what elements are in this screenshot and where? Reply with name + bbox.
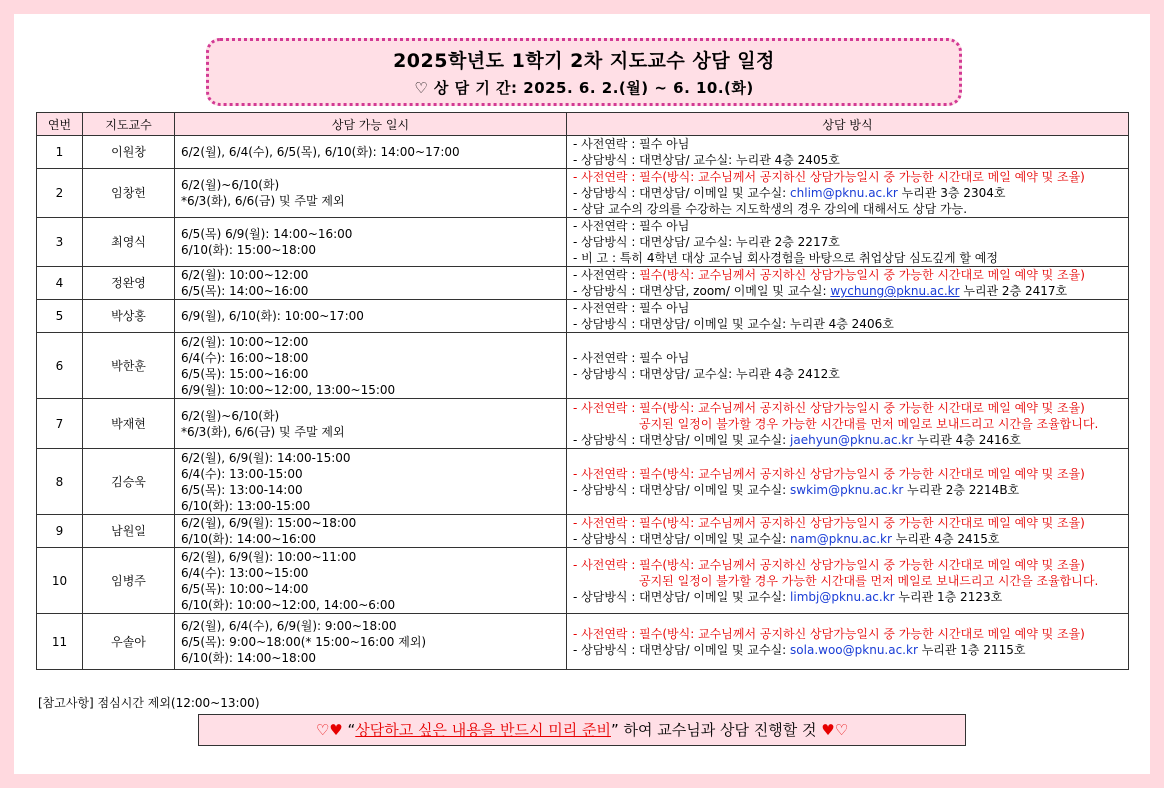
available-times [175,300,567,333]
professor-name: 우솔아 [83,614,175,670]
method-line [573,515,1122,531]
time-line: 6/2(월), 6/9(월): 14:00-15:00 [181,450,351,465]
professor-name: 임병주 [83,548,175,614]
consultation-method [567,333,1129,399]
available-times [175,548,567,614]
method-line [573,201,1122,217]
method-text: - 사전연락 : 필수 아님 [573,301,690,315]
time-line: 6/5(목): 9:00~18:00(* 15:00~16:00 제외) [181,634,427,649]
method-text: - 상담방식 : 대면상담/ 이메일 및 교수실: [573,186,791,200]
professor-name: 임창헌 [83,169,175,218]
consultation-method [567,218,1129,267]
method-line [573,366,1122,382]
method-line [573,136,1122,152]
office-location: 누리관 2층 2417호 [959,284,1068,298]
method-line [573,626,1122,642]
method-text: - 상담방식 : 대면상담/ 이메일 및 교수실: [573,482,791,497]
time-line: 6/4(수): 13:00-15:00 [181,466,303,481]
consultation-method [567,267,1129,300]
professor-name: 김승욱 [83,449,175,515]
time-line: 6/5(목): 14:00~16:00 [181,284,309,298]
time-line: 6/9(월): 10:00~12:00, 13:00~15:00 [181,382,396,397]
consultation-method [567,515,1129,548]
header-professor: 지도교수 [83,113,175,136]
row-number: 3 [37,218,83,267]
heart-icon-left: ♡♥ [315,721,343,739]
heart-icon-right: ♥♡ [821,721,849,739]
available-times [175,399,567,449]
method-text: - 사전연락 : 필수(방식: 교수님께서 공지하신 상담가능일시 중 가능한 시간대로 메일 예약 및 조율) [573,557,1085,572]
method-text: - 사전연락 : 필수(방식: 교수님께서 공지하신 상담가능일시 중 가능한 시간대로 메일 예약 및 조율) [573,466,1085,481]
table-row [37,300,1129,333]
page-title: 2025학년도 1학기 2차 지도교수 상담 일정 [393,50,775,72]
method-line [573,218,1122,234]
method-text: - 상담방식 : 대면상담/ 교수실: 누리관 4층 2405호 [573,153,840,167]
method-line [573,169,1122,185]
time-line: *6/3(화), 6/6(금) 및 주말 제외 [181,194,345,208]
office-location: 누리관 4층 2415호 [891,532,1000,546]
time-line: 6/9(월), 6/10(화): 10:00~17:00 [181,309,364,323]
time-line: 6/10(화): 14:00~18:00 [181,650,316,665]
time-line: 6/10(화): 10:00~12:00, 14:00~6:00 [181,597,396,612]
method-text: - 사전연락 : [573,268,640,282]
footer-close-quote: ” [610,721,619,739]
method-text: - 상담 교수의 강의를 수강하는 지도학생의 경우 강의에 대해서도 상담 가능. [573,202,968,216]
method-line [573,316,1122,332]
header-available-times: 상담 가능 일시 [175,113,567,136]
time-line: 6/2(월): 10:00~12:00 [181,334,309,349]
method-line [573,573,1122,589]
method-line [573,185,1122,201]
method-text: - 사전연락 : 필수 아님 [573,137,690,151]
available-times [175,449,567,515]
office-location: 누리관 1층 2123호 [894,589,1003,604]
professor-name: 최영식 [83,218,175,267]
method-line [573,350,1122,366]
time-line: 6/5(목): 15:00~16:00 [181,366,309,381]
method-text: - 사전연락 : 필수(방식: 교수님께서 공지하신 상담가능일시 중 가능한 시간대로 메일 예약 및 조율) [573,400,1085,415]
method-text: 공지된 일정이 불가할 경우 가능한 시간대를 먼저 메일로 보내드리고 시간을 조율합니다. [639,416,1099,431]
method-text: - 사전연락 : 필수 아님 [573,350,690,365]
professor-name: 남원일 [83,515,175,548]
method-text: - 상담방식 : 대면상담/ 이메일 및 교수실: [573,432,791,447]
time-line: 6/5(목): 10:00~14:00 [181,581,309,596]
method-text: - 상담방식 : 대면상담/ 이메일 및 교수실: [573,532,791,546]
professor-name: 정완영 [83,267,175,300]
table-row [37,515,1129,548]
time-line: 6/2(월), 6/9(월): 10:00~11:00 [181,549,357,564]
time-line: 6/5(목) 6/9(월): 14:00~16:00 [181,227,353,241]
method-text: - 상담방식 : 대면상담, zoom/ 이메일 및 교수실: [573,284,831,298]
consultation-method [567,300,1129,333]
method-line [573,432,1122,448]
table-row [37,218,1129,267]
footer-banner [198,714,966,746]
professor-name: 박상홍 [83,300,175,333]
footer-open-quote: “ [342,721,356,739]
method-text: - 상담방식 : 대면상담/ 교수실: 누리관 2층 2217호 [573,235,840,249]
email-link[interactable]: limbj@pknu.ac.kr [790,589,895,604]
method-text: - 사전연락 : 필수(방식: 교수님께서 공지하신 상담가능일시 중 가능한 시간대로 메일 예약 및 조율) [573,170,1085,184]
method-line [573,250,1122,266]
consultation-method [567,614,1129,670]
email-link[interactable]: sola.woo@pknu.ac.kr [790,642,918,657]
method-text: - 사전연락 : 필수 아님 [573,219,690,233]
time-line: *6/3(화), 6/6(금) 및 주말 제외 [181,424,345,439]
method-text: - 상담방식 : 대면상담/ 이메일 및 교수실: 누리관 4층 2406호 [573,317,894,331]
row-number: 7 [37,399,83,449]
method-line [573,234,1122,250]
method-text: - 상담방식 : 대면상담/ 교수실: 누리관 4층 2412호 [573,366,840,381]
document-page [14,14,1150,774]
time-line: 6/10(화): 13:00-15:00 [181,498,311,513]
header-method: 상담 방식 [567,113,1129,136]
table-row [37,449,1129,515]
office-location: 누리관 2층 2214B호 [903,482,1020,497]
email-link[interactable]: chlim@pknu.ac.kr [790,186,898,200]
time-line: 6/2(월)~6/10(화) [181,178,280,192]
method-line [573,300,1122,316]
row-number: 1 [37,136,83,169]
method-line [573,416,1122,432]
time-line: 6/4(수): 16:00~18:00 [181,350,309,365]
time-line: 6/4(수): 13:00~15:00 [181,565,309,580]
method-line [573,400,1122,416]
footer-emphasis: 상담하고 싶은 내용을 반드시 미리 준비 [355,721,611,739]
method-line [573,482,1122,498]
time-line: 6/2(월), 6/4(수), 6/5(목), 6/10(화): 14:00~17:00 [181,145,460,159]
time-line: 6/2(월)~6/10(화) [181,408,280,423]
method-line [573,267,1122,283]
table-row [37,548,1129,614]
row-number: 6 [37,333,83,399]
consultation-method [567,548,1129,614]
table-row [37,136,1129,169]
time-line: 6/2(월), 6/4(수), 6/9(월): 9:00~18:00 [181,618,397,633]
consultation-method [567,399,1129,449]
consultation-period: ♡ 상 담 기 간: 2025. 6. 2.(월) ~ 6. 10.(화) [414,79,754,97]
time-line: 6/10(화): 14:00~16:00 [181,532,316,546]
row-number: 10 [37,548,83,614]
schedule-table [36,112,1129,670]
table-row [37,333,1129,399]
footer-text: 하여 교수님과 상담 진행할 것 [618,721,822,739]
table-row [37,614,1129,670]
row-number: 5 [37,300,83,333]
available-times [175,169,567,218]
table-row [37,399,1129,449]
email-link[interactable]: swkim@pknu.ac.kr [790,482,904,497]
method-line [573,152,1122,168]
consultation-method [567,136,1129,169]
method-text: - 상담방식 : 대면상담/ 이메일 및 교수실: [573,642,791,657]
method-line [573,589,1122,605]
table-row [37,267,1129,300]
email-link[interactable]: wychung@pknu.ac.kr [830,284,960,298]
available-times [175,614,567,670]
time-line: 6/2(월), 6/9(월): 15:00~18:00 [181,516,357,530]
method-line [573,557,1122,573]
email-link[interactable]: jaehyun@pknu.ac.kr [790,432,914,447]
available-times [175,218,567,267]
table-header-row [37,113,1129,136]
time-line: 6/2(월): 10:00~12:00 [181,268,309,282]
title-banner [206,38,962,106]
row-number: 9 [37,515,83,548]
method-text: - 사전연락 : 필수(방식: 교수님께서 공지하신 상담가능일시 중 가능한 시간대로 메일 예약 및 조율) [573,516,1085,530]
row-number: 11 [37,614,83,670]
available-times [175,267,567,300]
method-text: - 비 고 : 특히 4학년 대상 교수님 회사경험을 바탕으로 취업상담 심도깊게 할 예정 [573,251,998,265]
row-number: 2 [37,169,83,218]
method-line [573,642,1122,658]
office-location: 누리관 3층 2304호 [897,186,1006,200]
reference-note: [참고사항] 점심시간 제외(12:00~13:00) [38,696,260,710]
method-text: 공지된 일정이 불가할 경우 가능한 시간대를 먼저 메일로 보내드리고 시간을 조율합니다. [639,573,1099,588]
method-required-text: 필수(방식: 교수님께서 공지하신 상담가능일시 중 가능한 시간대로 메일 예약 및 조율) [639,268,1085,282]
consultation-method [567,449,1129,515]
time-line: 6/10(화): 15:00~18:00 [181,243,316,257]
method-line [573,531,1122,547]
office-location: 누리관 4층 2416호 [913,432,1021,447]
professor-name: 박재현 [83,399,175,449]
header-num: 연번 [37,113,83,136]
professor-name: 이원창 [83,136,175,169]
method-line [573,283,1122,299]
available-times [175,515,567,548]
method-text: - 사전연락 : 필수(방식: 교수님께서 공지하신 상담가능일시 중 가능한 시간대로 메일 예약 및 조율) [573,626,1085,641]
time-line: 6/5(목): 13:00-14:00 [181,482,303,497]
method-line [573,466,1122,482]
professor-name: 박한훈 [83,333,175,399]
available-times [175,136,567,169]
table-row [37,169,1129,218]
row-number: 4 [37,267,83,300]
consultation-method [567,169,1129,218]
email-link[interactable]: nam@pknu.ac.kr [790,532,892,546]
office-location: 누리관 1층 2115호 [917,642,1026,657]
row-number: 8 [37,449,83,515]
method-text: - 상담방식 : 대면상담/ 이메일 및 교수실: [573,589,791,604]
available-times [175,333,567,399]
